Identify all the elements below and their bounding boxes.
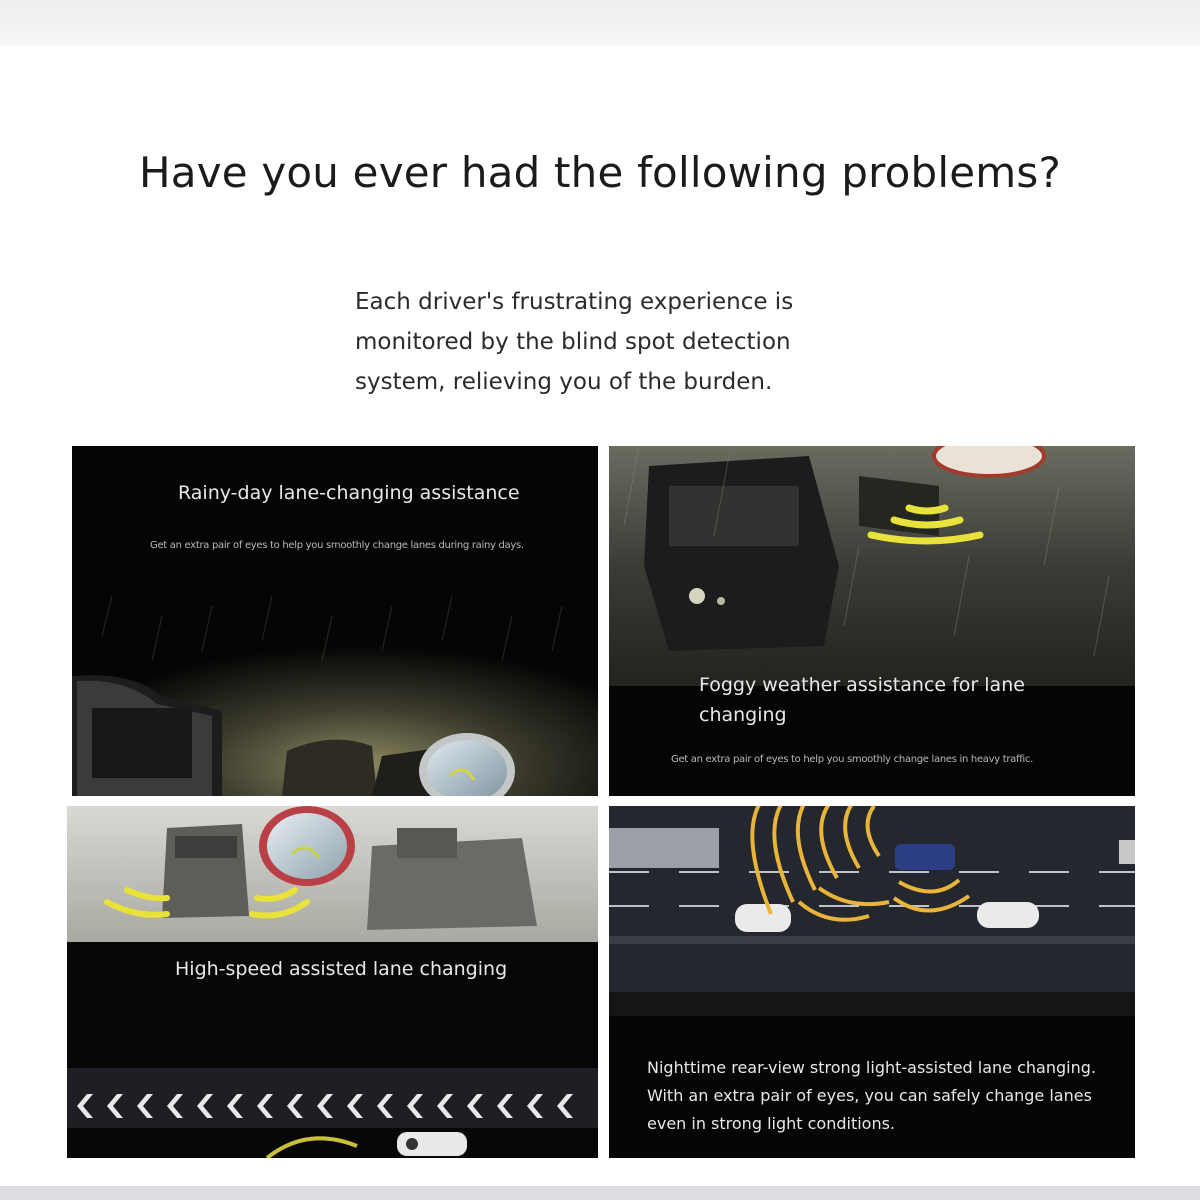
foggy-road-scene: [609, 446, 1135, 796]
nighttime-panel: [609, 806, 1135, 1158]
top-border: [0, 0, 1200, 46]
white-car-icon: [735, 904, 791, 932]
panel-subtitle: Get an extra pair of eyes to help you smoothly change lanes during rainy days.: [150, 540, 524, 551]
intro-paragraph: Each driver's frustrating experience is monitored by the blind spot detection system, relieving you of the burden.: [355, 289, 794, 395]
bottom-border: [0, 1186, 1200, 1200]
high-speed-panel: [67, 806, 598, 1158]
rainy-day-panel: [72, 446, 598, 796]
panel-title: High-speed assisted lane changing: [175, 958, 508, 980]
page-headline: Have you ever had the following problems?: [138, 148, 1061, 197]
truck-icon: [609, 828, 719, 868]
panel-subtitle: Get an extra pair of eyes to help you smoothly change lanes in heavy traffic.: [671, 754, 1033, 765]
panel-title: Foggy weather assistance for lane changing: [699, 674, 1025, 726]
foggy-weather-panel: [609, 446, 1135, 796]
white-car-icon: [977, 902, 1039, 928]
car-silhouette: [644, 456, 839, 651]
blue-car-icon: [895, 844, 955, 870]
panel-title: Rainy-day lane-changing assistance: [178, 482, 520, 504]
panel-title: Nighttime rear-view strong light-assisted lane changing. With an extra pair of eyes, you can safely change lanes even in strong light conditions.: [647, 1058, 1096, 1133]
